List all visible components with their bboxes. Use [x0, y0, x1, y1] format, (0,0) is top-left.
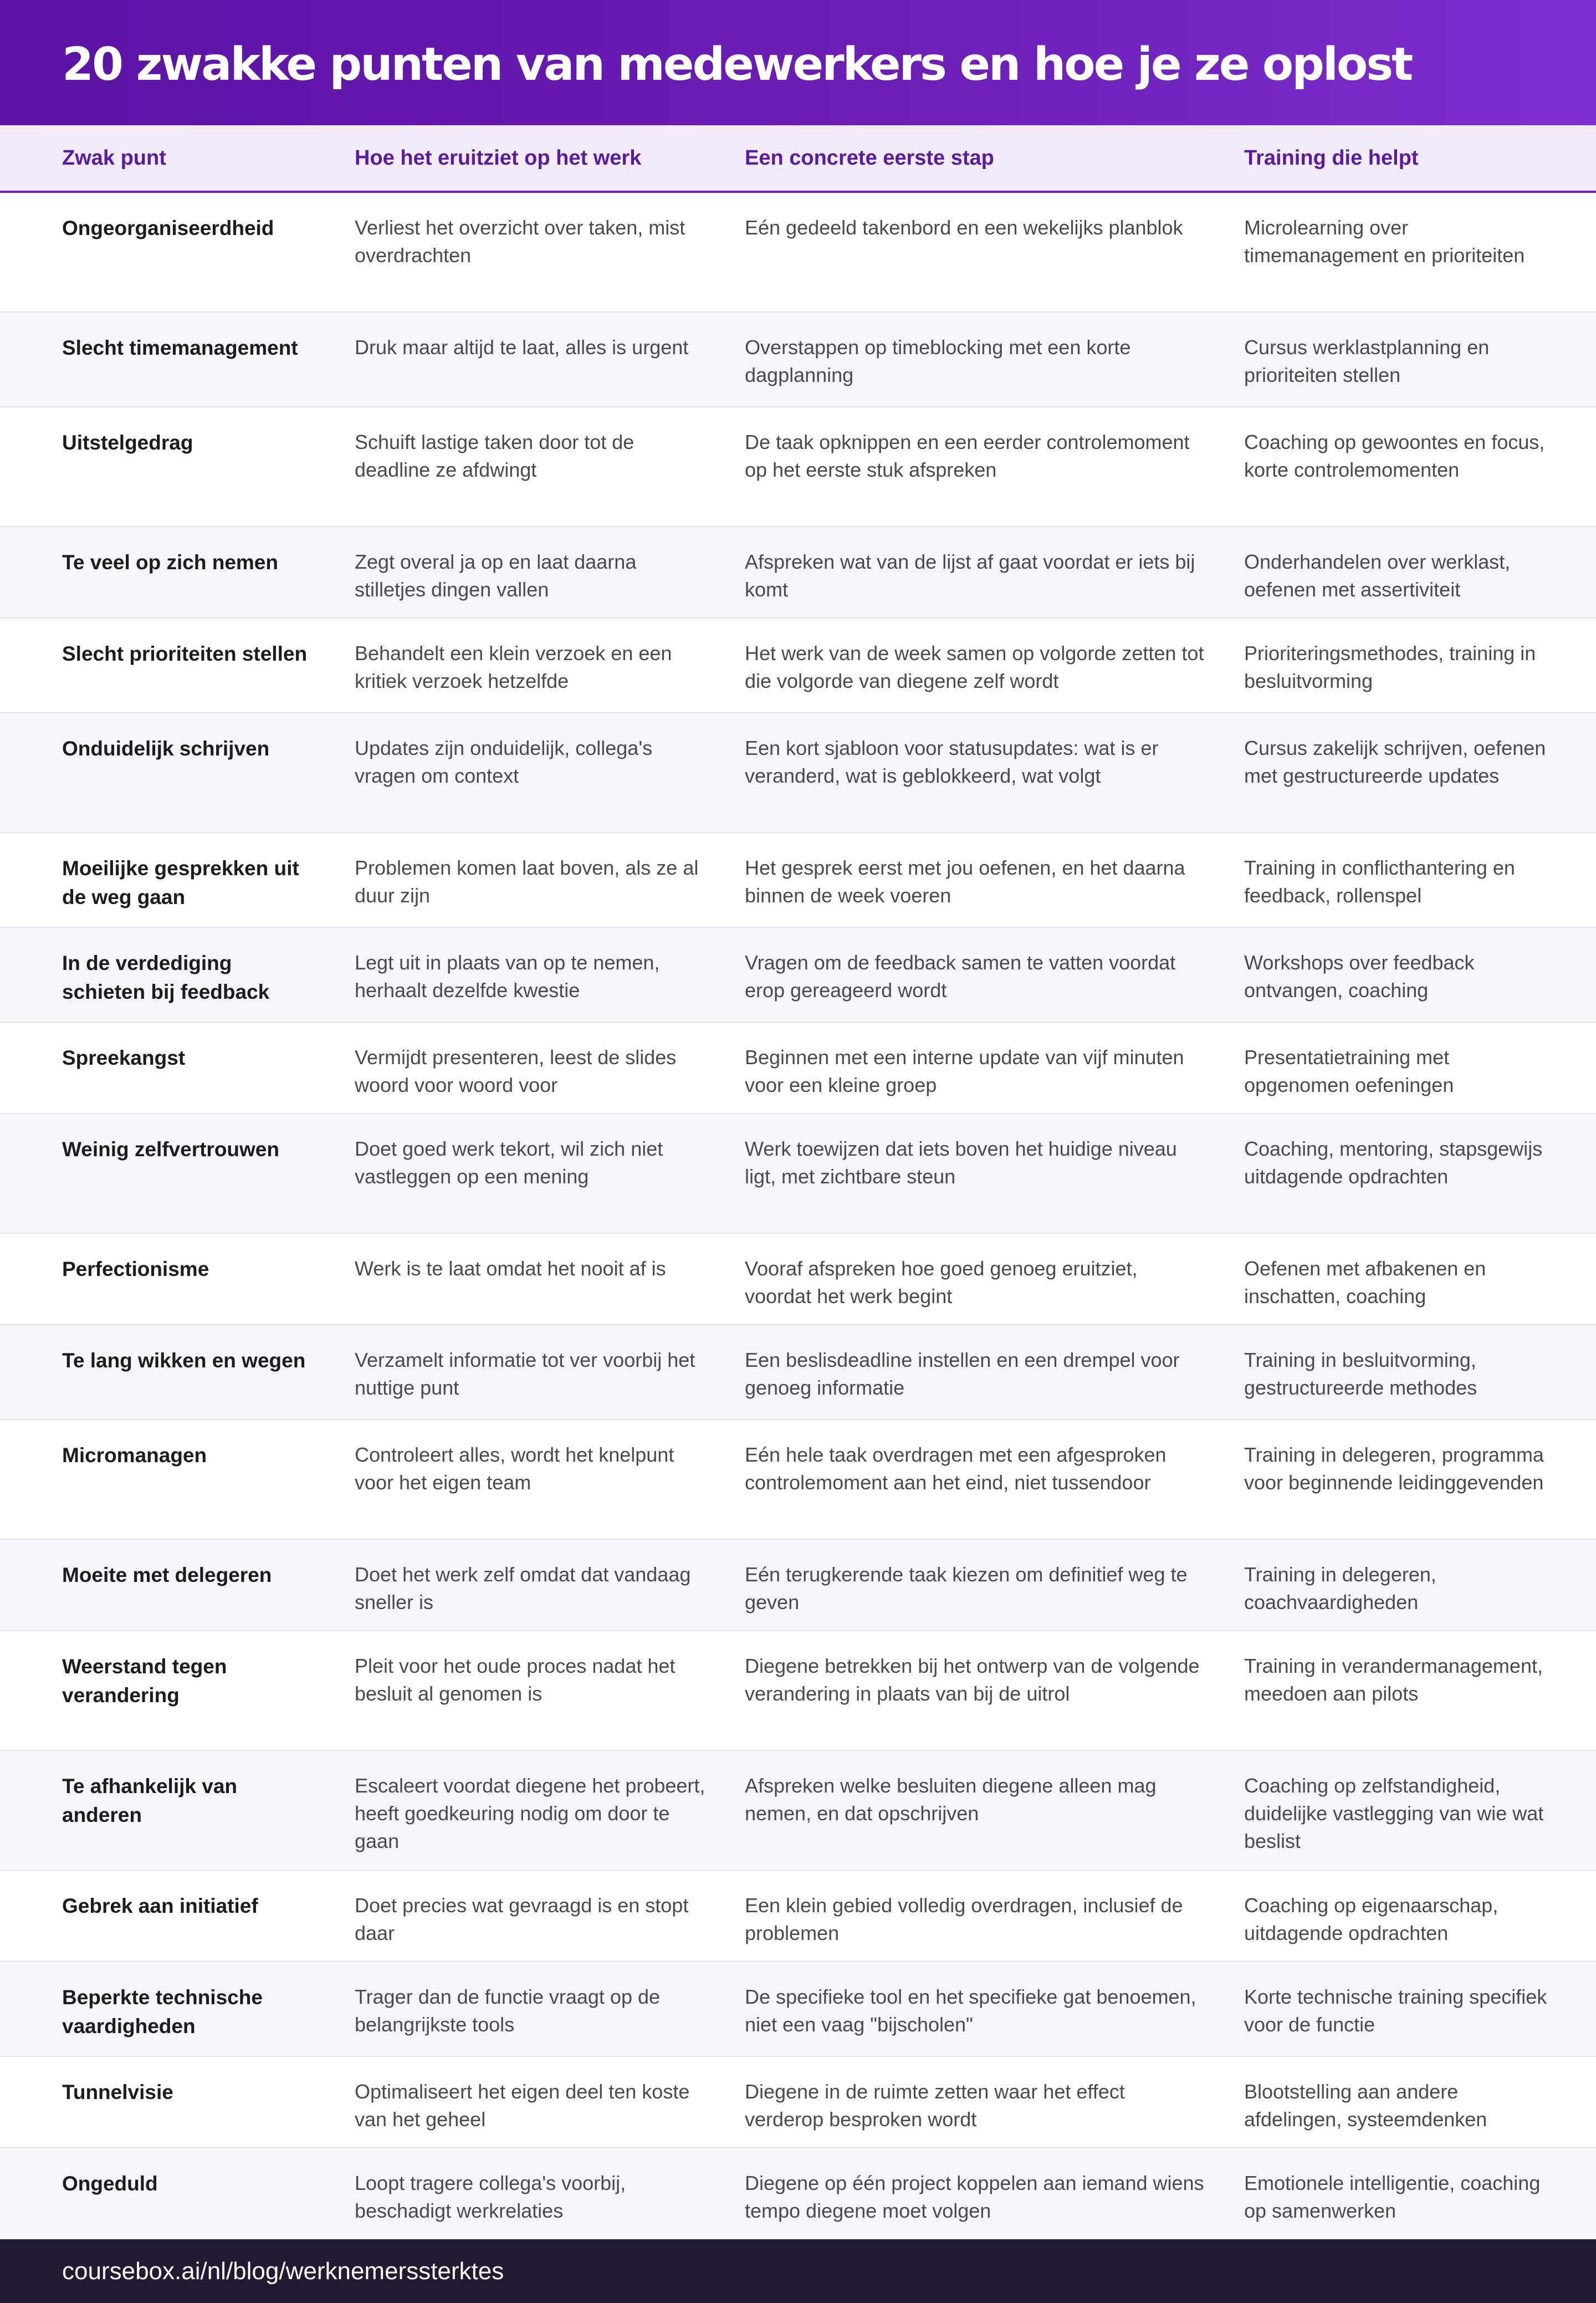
- column-header-first-step: Een concrete eerste stap: [745, 146, 994, 170]
- cell-first-step: Afspreken welke besluiten diegene alleen mag nemen, en dat opschrijven: [745, 1774, 1157, 1825]
- cell-first-step: Beginnen met een interne update van vijf minuten voor een kleine groep: [745, 1046, 1184, 1096]
- cell-training: Training in delegeren, coachvaardigheden: [1244, 1563, 1436, 1613]
- cell-first-step: Vooraf afspreken hoe goed genoeg eruitziet, voordat het werk begint: [745, 1257, 1138, 1308]
- cell-weakness: Ongeorganiseerdheid: [62, 217, 274, 239]
- cell-first-step: Diegene op één project koppelen aan iemand wiens tempo diegene moet volgen: [745, 2172, 1204, 2222]
- cell-first-step: Eén terugkerende taak kiezen om definitief weg te geven: [745, 1563, 1188, 1613]
- page-header: [0, 0, 1596, 125]
- cell-looks-like: Loopt tragere collega's voorbij, beschadigt werkrelaties: [355, 2172, 626, 2222]
- cell-weakness: Te veel op zich nemen: [62, 551, 278, 574]
- table-row: [0, 193, 1596, 313]
- table-row: [0, 1420, 1596, 1540]
- cell-first-step: Een kort sjabloon voor statusupdates: wat is er veranderd, wat is geblokkeerd, wat volgt: [745, 737, 1159, 787]
- footer: [0, 2239, 1596, 2303]
- cell-training: Oefenen met afbakenen en inschatten, coaching: [1244, 1257, 1486, 1308]
- cell-weakness: Slecht timemanagement: [62, 336, 298, 359]
- cell-weakness: Slecht prioriteiten stellen: [62, 642, 308, 665]
- cell-weakness: Micromanagen: [62, 1444, 207, 1467]
- column-header-training: Training die helpt: [1244, 146, 1419, 170]
- cell-looks-like: Optimaliseert het eigen deel ten koste van het geheel: [355, 2080, 690, 2131]
- cell-training: Coaching op eigenaarschap, uitdagende opdrachten: [1244, 1894, 1498, 1944]
- table-header: [0, 125, 1596, 193]
- cell-training: Training in besluitvorming, gestructureerde methodes: [1244, 1349, 1477, 1399]
- table-row: [0, 527, 1596, 619]
- cell-training: Training in verandermanagement, meedoen aan pilots: [1244, 1655, 1543, 1705]
- cell-looks-like: Schuift lastige taken door tot de deadline ze afdwingt: [355, 431, 635, 481]
- table-row: [0, 1325, 1596, 1420]
- table-body: [0, 193, 1596, 2241]
- cell-weakness: Ongeduld: [62, 2172, 158, 2195]
- cell-training: Workshops over feedback ontvangen, coaching: [1244, 951, 1475, 1002]
- cell-training: Cursus werklastplanning en prioriteiten stellen: [1244, 336, 1490, 386]
- cell-looks-like: Problemen komen laat boven, als ze al duur zijn: [355, 856, 699, 907]
- cell-first-step: Een klein gebied volledig overdragen, inclusief de problemen: [745, 1894, 1183, 1944]
- column-header-weakness: Zwak punt: [62, 146, 166, 170]
- cell-weakness: Moeite met delegeren: [62, 1564, 272, 1586]
- cell-training: Training in conflicthantering en feedback, rollenspel: [1244, 856, 1515, 907]
- cell-weakness: Te lang wikken en wegen: [62, 1349, 306, 1372]
- cell-first-step: Afspreken wat van de lijst af gaat voordat er iets bij komt: [745, 550, 1195, 601]
- cell-first-step: Diegene in de ruimte zetten waar het effect verderop besproken wordt: [745, 2080, 1125, 2131]
- table-row: [0, 2148, 1596, 2241]
- cell-training: Emotionele intelligentie, coaching op samenwerken: [1244, 2172, 1541, 2222]
- cell-looks-like: Verliest het overzicht over taken, mist overdrachten: [355, 216, 686, 267]
- cell-weakness: Gebrek aan initiatief: [62, 1895, 258, 1917]
- cell-training: Presentatietraining met opgenomen oefeningen: [1244, 1046, 1454, 1096]
- cell-looks-like: Updates zijn onduidelijk, collega's vragen om context: [355, 737, 653, 787]
- cell-looks-like: Trager dan de functie vraagt op de belangrijkste tools: [355, 1985, 661, 2036]
- cell-first-step: Een beslisdeadline instellen en een drempel voor genoeg informatie: [745, 1349, 1180, 1399]
- cell-looks-like: Escaleert voordat diegene het probeert, heeft goedkeuring nodig om door te gaan: [355, 1774, 705, 1852]
- table-row: [0, 313, 1596, 407]
- cell-looks-like: Zegt overal ja op en laat daarna stilletjes dingen vallen: [355, 550, 637, 601]
- cell-training: Blootstelling aan andere afdelingen, systeemdenken: [1244, 2080, 1487, 2131]
- table-row: [0, 619, 1596, 713]
- cell-training: Microlearning over timemanagement en prioriteiten: [1244, 216, 1525, 267]
- table-row: [0, 1631, 1596, 1751]
- cell-weakness: Spreekangst: [62, 1046, 186, 1069]
- cell-weakness: In de verdediging schieten bij feedback: [62, 952, 270, 1003]
- cell-looks-like: Vermijdt presenteren, leest de slides woord voor woord voor: [355, 1046, 677, 1096]
- cell-weakness: Weinig zelfvertrouwen: [62, 1138, 279, 1161]
- cell-first-step: Diegene betrekken bij het ontwerp van de volgende verandering in plaats van bij de uitrol: [745, 1655, 1200, 1705]
- cell-looks-like: Pleit voor het oude proces nadat het besluit al genomen is: [355, 1655, 676, 1705]
- cell-weakness: Uitstelgedrag: [62, 431, 193, 454]
- cell-weakness: Onduidelijk schrijven: [62, 737, 270, 760]
- table-row: [0, 1962, 1596, 2057]
- cell-looks-like: Controleert alles, wordt het knelpunt voor het eigen team: [355, 1443, 674, 1494]
- table-row: [0, 1540, 1596, 1631]
- cell-first-step: Eén hele taak overdragen met een afgesproken controlemoment aan het eind, niet tussendoor: [745, 1443, 1167, 1494]
- table-row: [0, 1871, 1596, 1962]
- cell-weakness: Te afhankelijk van anderen: [62, 1775, 237, 1826]
- cell-weakness: Beperkte technische vaardigheden: [62, 1986, 263, 2038]
- cell-looks-like: Doet het werk zelf omdat dat vandaag sneller is: [355, 1563, 691, 1613]
- cell-looks-like: Behandelt een klein verzoek en een kritiek verzoek hetzelfde: [355, 642, 672, 692]
- cell-training: Korte technische training specifiek voor de functie: [1244, 1985, 1547, 2036]
- cell-weakness: Tunnelvisie: [62, 2081, 173, 2103]
- cell-first-step: Het gesprek eerst met jou oefenen, en het daarna binnen de week voeren: [745, 856, 1185, 907]
- cell-weakness: Perfectionisme: [62, 1258, 209, 1280]
- cell-first-step: Vragen om de feedback samen te vatten voordat erop gereageerd wordt: [745, 951, 1176, 1002]
- cell-training: Cursus zakelijk schrijven, oefenen met gestructureerde updates: [1244, 737, 1546, 787]
- cell-first-step: Het werk van de week samen op volgorde zetten tot die volgorde van diegene zelf wordt: [745, 642, 1204, 692]
- cell-training: Coaching op zelfstandigheid, duidelijke vastlegging van wie wat beslist: [1244, 1774, 1544, 1852]
- cell-training: Coaching, mentoring, stapsgewijs uitdagende opdrachten: [1244, 1137, 1543, 1188]
- cell-looks-like: Verzamelt informatie tot ver voorbij het nuttige punt: [355, 1349, 695, 1399]
- cell-first-step: De taak opknippen en een eerder controlemoment op het eerste stuk afspreken: [745, 431, 1190, 481]
- cell-looks-like: Legt uit in plaats van op te nemen, herhaalt dezelfde kwestie: [355, 951, 660, 1002]
- cell-first-step: De specifieke tool en het specifieke gat benoemen, niet een vaag "bijscholen": [745, 1985, 1196, 2036]
- cell-looks-like: Werk is te laat omdat het nooit af is: [355, 1257, 666, 1280]
- cell-training: Onderhandelen over werklast, oefenen met assertiviteit: [1244, 550, 1511, 601]
- cell-training: Coaching op gewoontes en focus, korte controlemomenten: [1244, 431, 1545, 481]
- table-row: [0, 1234, 1596, 1325]
- cell-first-step: Werk toewijzen dat iets boven het huidige niveau ligt, met zichtbare steun: [745, 1137, 1177, 1188]
- table-row: [0, 1114, 1596, 1234]
- table-row: [0, 1023, 1596, 1114]
- cell-first-step: Overstappen op timeblocking met een korte dagplanning: [745, 336, 1131, 386]
- table-row: [0, 928, 1596, 1023]
- table-row: [0, 713, 1596, 833]
- table-row: [0, 1751, 1596, 1871]
- cell-training: Prioriteringsmethodes, training in besluitvorming: [1244, 642, 1536, 692]
- cell-weakness: Moeilijke gesprekken uit de weg gaan: [62, 857, 299, 908]
- cell-training: Training in delegeren, programma voor beginnende leidinggevenden: [1244, 1443, 1544, 1494]
- cell-weakness: Weerstand tegen verandering: [62, 1655, 227, 1707]
- column-header-looks-like: Hoe het eruitziet op het werk: [355, 146, 642, 170]
- cell-first-step: Eén gedeeld takenbord en een wekelijks planblok: [745, 216, 1183, 239]
- footer-url: coursebox.ai/nl/blog/werknemerssterktes: [62, 2257, 504, 2285]
- cell-looks-like: Doet precies wat gevraagd is en stopt daar: [355, 1894, 689, 1944]
- table-row: [0, 833, 1596, 928]
- table-row: [0, 2057, 1596, 2148]
- cell-looks-like: Doet goed werk tekort, wil zich niet vastleggen op een mening: [355, 1137, 663, 1188]
- table-row: [0, 407, 1596, 527]
- cell-looks-like: Druk maar altijd te laat, alles is urgent: [355, 336, 689, 359]
- page-title: 20 zwakke punten van medewerkers en hoe je ze oplost: [62, 38, 1412, 91]
